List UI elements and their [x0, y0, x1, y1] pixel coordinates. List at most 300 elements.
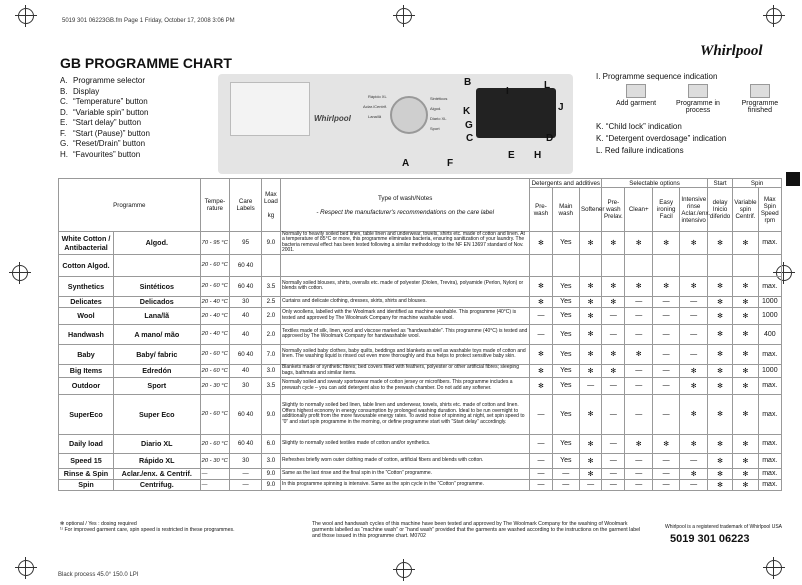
prewash-cell: — [530, 453, 552, 468]
clean-cell: ✻ [625, 344, 652, 364]
programme-local-name: Delicados [113, 296, 200, 307]
intensive-rinse-cell: — [680, 296, 707, 307]
clean-cell: — [625, 307, 652, 324]
programme-local-name: Rápido XL [113, 453, 200, 468]
dial-label: Sintéticos [430, 96, 448, 101]
care-label-cell: 30 [230, 453, 262, 468]
max-load-cell: 6.0 [261, 434, 280, 453]
care-label-cell: 60 40 [230, 254, 262, 276]
programme-local-name: Aclar./enx. & Centrif. [113, 468, 200, 479]
table-row [59, 394, 782, 434]
easy-ironing-cell: — [652, 307, 679, 324]
max-spin-cell [758, 254, 781, 276]
max-load-cell: 2.0 [261, 307, 280, 324]
easy-ironing-cell: — [652, 296, 679, 307]
delay-cell: ✻ [707, 296, 732, 307]
programme-name: SuperEco [59, 394, 114, 434]
intensive-rinse-cell: — [680, 307, 707, 324]
mainwash-cell: Yes [552, 324, 579, 344]
legend-item: G. “Reset/Drain” button [60, 139, 146, 148]
table-row [59, 307, 782, 324]
mainwash-cell: Yes [552, 307, 579, 324]
mainwash-cell: Yes [552, 232, 579, 255]
programme-local-name: Edredón [113, 364, 200, 377]
registration-mark-bm [396, 562, 412, 578]
legend-item: E. “Start delay” button [60, 118, 142, 127]
clean-cell: — [625, 364, 652, 377]
col-programme: Programme [59, 179, 201, 232]
prewash-cell: ✻ [530, 344, 552, 364]
max-spin-cell: 1000 [758, 296, 781, 307]
callout-h: H [534, 150, 542, 161]
intensive-rinse-cell: ✻ [680, 434, 707, 453]
notes-cell: Slightly to normally soiled textiles made of cotton and/or synthetics. [280, 434, 529, 453]
temperature-cell: 20 - 60 °C [200, 364, 230, 377]
machine-display [476, 88, 556, 138]
max-spin-cell: max. [758, 344, 781, 364]
notes-cell: Only woollens, labelled with the Woolmark and identified as machine washable. This programme (40°C) is tested and approved by The Woolmark Company for machine washable wool. [280, 307, 529, 324]
care-label-cell: 60 40 [230, 344, 262, 364]
max-load-cell: 9.0 [261, 232, 280, 255]
programme-name: Spin [59, 479, 114, 490]
table-row [59, 276, 782, 296]
col-type: Type of wash/Notes - Respect the manufacturer's recommendations on the care label [280, 179, 529, 232]
variable-spin-cell: ✻ [733, 434, 758, 453]
notes-cell: Slightly to normally soiled bed linen, table linen and underwear, towels, shirts etc. made of cotton and linen. Offers highest economy in energy consumption by prolonged washing duration. Ideal to be run overnight to additionally profit from the more favourable energy rates. To avoid noise of spinning at night, set spin speed to “0” and start spin programme in the morning, or define programme start with “Start delay” accordingly. [280, 394, 529, 434]
softener-cell: ✻ [580, 434, 602, 453]
col-easy-ironing: Easy ironing Facil [652, 188, 679, 232]
footnote-trademark: Whirlpool is a registered trademark of Whirlpool USA [665, 524, 782, 530]
callout-b: B [464, 77, 472, 88]
care-label-cell: 40 [230, 324, 262, 344]
col-prewash: Pre-wash [530, 188, 552, 232]
legend-item: H. “Favourites” button [60, 149, 141, 159]
easy-ironing-cell: ✻ [652, 434, 679, 453]
max-spin-cell: max. [758, 377, 781, 394]
callout-k: K [463, 106, 471, 117]
callout-g: G [465, 120, 473, 131]
delay-cell: ✻ [707, 479, 732, 490]
variable-spin-cell: ✻ [733, 324, 758, 344]
programme-name: Handwash [59, 324, 114, 344]
delay-cell: ✻ [707, 364, 732, 377]
softener-cell: ✻ [580, 232, 602, 255]
variable-spin-cell: ✻ [733, 364, 758, 377]
programme-local-name: A mano/ mão [113, 324, 200, 344]
notes-cell: In this programme spinning is intensive. Same as the spin cycle in the “Cotton” programme. [280, 479, 529, 490]
programme-table [58, 178, 782, 491]
legend-overdosage: K. “Detergent overdosage” indication [596, 134, 727, 143]
programme-local-name: Sport [113, 377, 200, 394]
programme-name: Wool [59, 307, 114, 324]
legend-item: C. “Temperature” button [60, 97, 148, 106]
footnote-woolmark: The wool and handwash cycles of this machine have been tested and approved by The Woolmark Company for the washing of Woolmark garments labelled as “machine wash” or “hand wash” provided that the garments are washed according to the instructions on the garment label and those issued in this programme chart. M0702 [312, 521, 641, 539]
temperature-cell: 20 - 60 °C [200, 254, 230, 276]
clean-cell: — [625, 479, 652, 490]
mainwash-cell [552, 254, 579, 276]
indication-legend-2 [596, 122, 726, 158]
clean-cell: ✻ [625, 434, 652, 453]
variable-spin-cell: ✻ [733, 453, 758, 468]
programme-local-name [113, 254, 200, 276]
mainwash-cell: Yes [552, 276, 579, 296]
programme-name: Cotton Algod. [59, 254, 114, 276]
col-temperature: Tempe-rature [200, 179, 230, 232]
notes-cell [280, 254, 529, 276]
softener-cell: ✻ [580, 394, 602, 434]
intensive-rinse-cell: — [680, 479, 707, 490]
max-load-cell [261, 254, 280, 276]
mainwash-cell: Yes [552, 344, 579, 364]
clean-cell: — [625, 296, 652, 307]
col-clean: Clean+ [625, 188, 652, 232]
intensive-rinse-cell: — [680, 324, 707, 344]
max-load-cell: 9.0 [261, 479, 280, 490]
max-load-cell: 2.5 [261, 296, 280, 307]
mainwash-cell: — [552, 479, 579, 490]
dial-label: Algod. [430, 106, 442, 111]
temperature-cell: 20 - 40 °C [200, 324, 230, 344]
prewash-option-cell: — [602, 377, 625, 394]
footnote-options: ✻ optional / Yes : dosing required ¹⁾ For improved garment care, spin speed is restricted in these programmes. [60, 521, 235, 533]
col-max-spin: Max Spin Speed rpm [758, 188, 781, 232]
easy-ironing-cell: — [652, 468, 679, 479]
easy-ironing-cell: — [652, 344, 679, 364]
easy-ironing-cell [652, 254, 679, 276]
dial-label: Aclar./Centrif. [363, 104, 388, 109]
max-spin-cell: 400 [758, 324, 781, 344]
col-max-load: Max Load kg [261, 179, 280, 232]
prewash-cell: — [530, 394, 552, 434]
callout-d: D [546, 133, 554, 144]
intensive-rinse-cell [680, 254, 707, 276]
side-tab-marker [786, 172, 800, 186]
legend-item: B. Display [60, 86, 100, 96]
programme-name: Delicates [59, 296, 114, 307]
file-header: 5019 301 06223GB.fm Page 1 Friday, October 17, 2008 3:06 PM [62, 18, 235, 24]
prewash-option-cell: — [602, 468, 625, 479]
prewash-cell: ✻ [530, 377, 552, 394]
max-spin-cell: 1000 [758, 364, 781, 377]
temperature-cell: 20 - 30 °C [200, 453, 230, 468]
intensive-rinse-cell: ✻ [680, 377, 707, 394]
easy-ironing-cell: ✻ [652, 232, 679, 255]
mainwash-cell: Yes [552, 296, 579, 307]
max-spin-cell: max. [758, 468, 781, 479]
care-label-cell: 30 [230, 377, 262, 394]
prewash-option-cell [602, 254, 625, 276]
col-group-start: Start [707, 179, 732, 188]
prewash-cell [530, 254, 552, 276]
legend-child-lock: K. “Child lock” indication [596, 122, 682, 131]
add-garment-icon: Add garment [606, 84, 666, 107]
col-care-labels: Care Labels [230, 179, 262, 232]
softener-cell [580, 254, 602, 276]
softener-cell: — [580, 377, 602, 394]
prewash-option-cell: ✻ [602, 296, 625, 307]
variable-spin-cell: ✻ [733, 394, 758, 434]
delay-cell: ✻ [707, 394, 732, 434]
max-spin-cell: max. [758, 479, 781, 490]
mainwash-cell: — [552, 468, 579, 479]
programme-local-name: Centrifug. [113, 479, 200, 490]
variable-spin-cell: ✻ [733, 479, 758, 490]
col-intensive-rinse: Intensive rinse Aclar./enx. intensivo [680, 188, 707, 232]
prewash-cell: ✻ [530, 232, 552, 255]
callout-l: L [544, 80, 551, 91]
temperature-cell: 70 - 95 °C [200, 232, 230, 255]
legend-item: D. “Variable spin” button [60, 107, 149, 117]
delay-cell: ✻ [707, 276, 732, 296]
table-row [59, 344, 782, 364]
clean-cell: — [625, 377, 652, 394]
max-load-cell: 3.0 [261, 453, 280, 468]
prewash-cell: ✻ [530, 276, 552, 296]
programme-name: White Cotton / Antibacterial [59, 232, 114, 255]
softener-cell: — [580, 479, 602, 490]
registration-mark-br [766, 560, 782, 576]
clean-cell: ✻ [625, 232, 652, 255]
easy-ironing-cell: — [652, 324, 679, 344]
callout-c: C [466, 133, 474, 144]
prewash-option-cell: — [602, 324, 625, 344]
clean-cell [625, 254, 652, 276]
table-row [59, 434, 782, 453]
notes-cell: Curtains and delicate clothing, dresses, skirts, shirts and blouses. [280, 296, 529, 307]
delay-cell: ✻ [707, 468, 732, 479]
softener-cell: ✻ [580, 276, 602, 296]
softener-cell: ✻ [580, 307, 602, 324]
clean-cell: — [625, 394, 652, 434]
indication-legend [596, 72, 717, 84]
temperature-cell: 20 - 60 °C [200, 344, 230, 364]
legend-failure: L. Red failure indications [596, 146, 684, 155]
delay-cell: ✻ [707, 344, 732, 364]
max-spin-cell: max. [758, 434, 781, 453]
programme-name: Baby [59, 344, 114, 364]
mainwash-cell: Yes [552, 434, 579, 453]
table-row [59, 296, 782, 307]
machine-brand: Whirlpool [314, 114, 351, 123]
delay-cell: ✻ [707, 232, 732, 255]
notes-cell: Refreshes briefly worn outer clothing made of cotton, artificial fibers and blends with cotton. [280, 453, 529, 468]
dial-label: Diario XL [430, 116, 447, 121]
prewash-option-cell: ✻ [602, 344, 625, 364]
table-row [59, 453, 782, 468]
variable-spin-cell: ✻ [733, 307, 758, 324]
whirlpool-logo: Whirlpool [700, 43, 763, 59]
legend-sequence: I. Programme sequence indication [596, 72, 718, 81]
softener-cell: ✻ [580, 364, 602, 377]
prewash-cell: — [530, 434, 552, 453]
table-row [59, 254, 782, 276]
intensive-rinse-cell: ✻ [680, 468, 707, 479]
programme-local-name: Diario XL [113, 434, 200, 453]
clean-cell: — [625, 324, 652, 344]
clean-cell: — [625, 453, 652, 468]
variable-spin-cell: ✻ [733, 344, 758, 364]
table-row [59, 468, 782, 479]
mainwash-cell: Yes [552, 377, 579, 394]
callout-i: I [506, 86, 509, 97]
notes-cell: Textiles made of silk, linen, wool and viscose marked as “handwashable”. This programme (40°C) is tested and approved by The Woolmark Company for handwashable wool. [280, 324, 529, 344]
variable-spin-cell: ✻ [733, 232, 758, 255]
delay-cell [707, 254, 732, 276]
max-load-cell: 3.5 [261, 276, 280, 296]
registration-mark-bl [18, 560, 34, 576]
max-spin-cell: max. [758, 453, 781, 468]
col-group-options: Selectable options [602, 179, 708, 188]
col-prewash-option: Pre-wash Prelav. [602, 188, 625, 232]
max-spin-cell: max. [758, 394, 781, 434]
programme-local-name: Baby/ fabric [113, 344, 200, 364]
mainwash-cell: Yes [552, 364, 579, 377]
temperature-cell: 20 - 60 °C [200, 276, 230, 296]
programme-local-name: Sintéticos [113, 276, 200, 296]
col-group-spin: Spin [733, 179, 782, 188]
temperature-cell: 20 - 40 °C [200, 307, 230, 324]
prewash-cell: — [530, 468, 552, 479]
notes-cell: Same as the last rinse and the final spin in the “Cotton” programme. [280, 468, 529, 479]
registration-mark-tm [396, 8, 412, 24]
softener-cell: ✻ [580, 468, 602, 479]
legend-item: F. “Start (Pause)” button [60, 128, 150, 138]
clean-cell: — [625, 468, 652, 479]
max-load-cell: 9.0 [261, 394, 280, 434]
prewash-option-cell: — [602, 394, 625, 434]
callout-j: J [558, 102, 564, 113]
temperature-cell: 20 - 60 °C [200, 434, 230, 453]
easy-ironing-cell: — [652, 394, 679, 434]
delay-cell: ✻ [707, 377, 732, 394]
callout-e: E [508, 150, 515, 161]
care-label-cell: — [230, 479, 262, 490]
notes-cell: Normally soiled baby clothes, baby quilts, beddings and blankets as well as washable toys made of cotton and linen. The washing liquid is rinsed out even more thoroughly and thus helps to protect sensitive baby skin. [280, 344, 529, 364]
table-row [59, 479, 782, 490]
legend-item: A. Programme selector [60, 76, 146, 85]
col-delay: delay Inicio diferido [707, 188, 732, 232]
easy-ironing-cell: ✻ [652, 276, 679, 296]
max-spin-cell: max. [758, 232, 781, 255]
care-label-cell: 40 [230, 364, 262, 377]
notes-cell: Normally soiled and sweaty sportswear made of cotton jersey or microfibers. This programme includes a prewash cycle – you can add detergent also to the prewash chamber. Do not add any softener. [280, 377, 529, 394]
prewash-option-cell: — [602, 453, 625, 468]
prewash-cell: — [530, 307, 552, 324]
mainwash-cell: Yes [552, 394, 579, 434]
max-load-cell: 3.0 [261, 364, 280, 377]
programme-local-name: Lana/lã [113, 307, 200, 324]
delay-cell: ✻ [707, 453, 732, 468]
variable-spin-cell: ✻ [733, 276, 758, 296]
intensive-rinse-cell: — [680, 344, 707, 364]
easy-ironing-cell: — [652, 453, 679, 468]
care-label-cell: — [230, 468, 262, 479]
col-group-detergents: Detergents and additives [531, 179, 601, 187]
variable-spin-cell: ✻ [733, 468, 758, 479]
temperature-cell: — [200, 479, 230, 490]
callout-f: F [447, 158, 454, 169]
max-load-cell: 2.0 [261, 324, 280, 344]
programme-name: Outdoor [59, 377, 114, 394]
easy-ironing-cell: — [652, 479, 679, 490]
care-label-cell: 40 [230, 307, 262, 324]
programme-dial [390, 96, 428, 134]
delay-cell: ✻ [707, 307, 732, 324]
document-code: 5019 301 06223 [670, 533, 750, 545]
table-row [59, 377, 782, 394]
intensive-rinse-cell: ✻ [680, 276, 707, 296]
notes-cell: Blankets made of synthetic fibres; bed covers filled with feathers, polyester or other artificial fibres; sleeping bags, bathmats and similar items. [280, 364, 529, 377]
prewash-option-cell: — [602, 479, 625, 490]
print-info: Black process 45.0° 150.0 LPI [58, 572, 139, 578]
prewash-option-cell: ✻ [602, 276, 625, 296]
dial-label: Rápido XL [368, 94, 387, 99]
detergent-drawer [230, 82, 310, 136]
softener-cell: ✻ [580, 453, 602, 468]
easy-ironing-cell: — [652, 377, 679, 394]
prewash-option-cell: — [602, 434, 625, 453]
sequence-icons [606, 84, 790, 114]
col-softener: Softener [580, 188, 602, 232]
temperature-cell: 20 - 40 °C [200, 296, 230, 307]
notes-cell: Normally to heavily soiled bed linen, table linen and underwear, towels, shirts etc. made of cotton and linen. At a temperature of 85°C or more, this programme eliminates bacteria, ensuring sanitization of your laundry. The bacteria removal effect has been tested following a similar methodology to the NF EN 13697 standard of Nov. 2001. [280, 232, 529, 255]
registration-mark-tr [766, 8, 782, 24]
registration-mark-ml [12, 265, 28, 281]
care-label-cell: 60 40 [230, 394, 262, 434]
programme-name: Speed 15 [59, 453, 114, 468]
variable-spin-cell [733, 254, 758, 276]
table-row [59, 324, 782, 344]
care-label-cell: 95 [230, 232, 262, 255]
programme-local-name: Super Eco [113, 394, 200, 434]
mainwash-cell: Yes [552, 453, 579, 468]
max-spin-cell: max. [758, 276, 781, 296]
delay-cell: ✻ [707, 434, 732, 453]
delay-cell: ✻ [707, 324, 732, 344]
prewash-option-cell: — [602, 307, 625, 324]
finished-icon: Programme finished [730, 84, 790, 114]
machine-panel-illustration [218, 74, 573, 174]
dial-label: Sport [430, 126, 440, 131]
care-label-cell: 60 40 [230, 434, 262, 453]
intensive-rinse-cell: ✻ [680, 232, 707, 255]
in-process-icon: Programme in process [668, 84, 728, 114]
max-spin-cell: 1000 [758, 307, 781, 324]
table-row [59, 232, 782, 255]
col-variable-spin: Variable spin Centrif. [733, 188, 758, 232]
softener-cell: ✻ [580, 324, 602, 344]
registration-mark-tl [18, 8, 34, 24]
max-load-cell: 3.5 [261, 377, 280, 394]
max-load-cell: 9.0 [261, 468, 280, 479]
variable-spin-cell: ✻ [733, 296, 758, 307]
prewash-cell: — [530, 479, 552, 490]
col-mainwash: Main wash [552, 188, 579, 232]
temperature-cell: 20 - 60 °C [200, 394, 230, 434]
temperature-cell: — [200, 468, 230, 479]
dial-label: Lana/lã [368, 114, 382, 119]
prewash-option-cell: ✻ [602, 232, 625, 255]
softener-cell: ✻ [580, 296, 602, 307]
callout-a: A [402, 158, 410, 169]
prewash-cell: — [530, 324, 552, 344]
clean-cell: ✻ [625, 276, 652, 296]
page-title: GB PROGRAMME CHART [60, 55, 232, 71]
control-legend [60, 76, 150, 160]
temperature-cell: 20 - 30 °C [200, 377, 230, 394]
intensive-rinse-cell: ✻ [680, 394, 707, 434]
care-label-cell: 60 40 [230, 276, 262, 296]
